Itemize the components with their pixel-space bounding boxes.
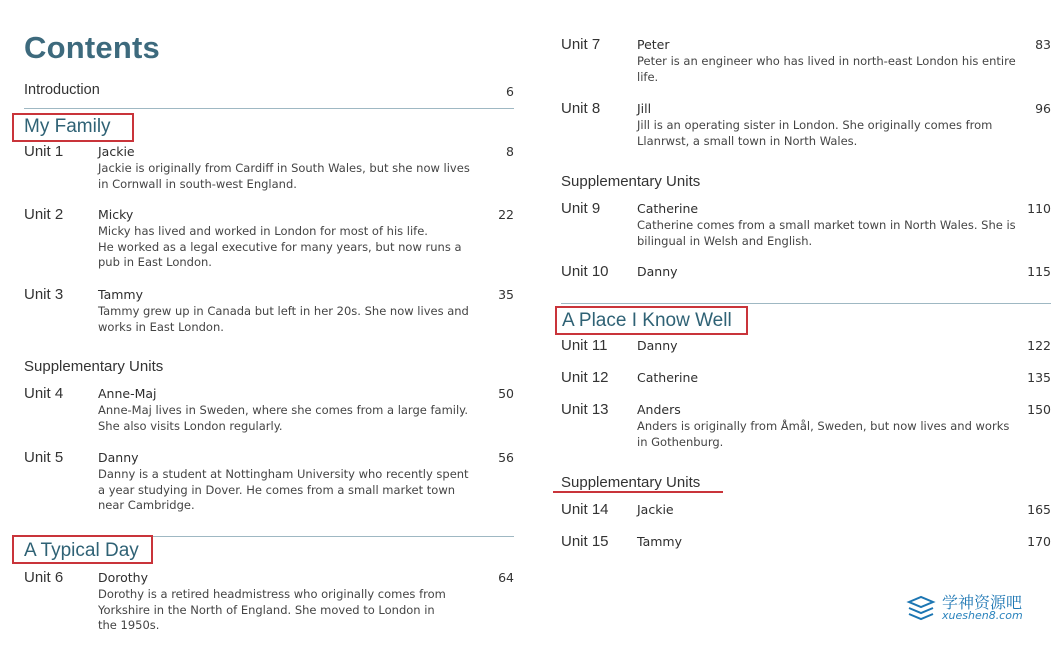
- unit-label: Unit 10: [561, 263, 609, 280]
- unit-page: 56: [498, 450, 514, 465]
- unit-page: 115: [1027, 264, 1051, 279]
- unit-description: Micky has lived and worked in London for most of his life. He worked as a legal executive for many years, but now runs a pub in East London.: [98, 224, 462, 269]
- unit-row: [561, 337, 1051, 357]
- unit-description: Anne-Maj lives in Sweden, where she comes from a large family. She also visits London regularly.: [98, 403, 468, 433]
- unit-page: 170: [1027, 534, 1051, 549]
- unit-row: [561, 369, 1051, 389]
- unit-description: Tammy grew up in Canada but left in her 20s. She now lives and works in East London.: [98, 304, 469, 334]
- section-rule: [561, 303, 1051, 304]
- unit-label: Unit 2: [24, 206, 64, 223]
- unit-name: Dorothy: [98, 570, 149, 585]
- section-rule: [24, 108, 514, 109]
- unit-description: Jackie is originally from Cardiff in South Wales, but she now lives in Cornwall in south-west England.: [98, 161, 470, 191]
- unit-description: Danny is a student at Nottingham University who recently spent a year studying in Dover. He comes from a small market town near Cambridge.: [98, 467, 469, 512]
- unit-row: [561, 263, 1051, 283]
- section-heading-typical-day: A Typical Day: [24, 540, 139, 561]
- introduction-label: Introduction: [24, 82, 100, 98]
- unit-row: [24, 286, 514, 336]
- unit-page: 165: [1027, 502, 1051, 517]
- introduction-row: [24, 82, 514, 102]
- unit-row: [24, 143, 514, 193]
- unit-name: Anne-Maj: [98, 386, 157, 401]
- unit-name: Danny: [98, 450, 139, 465]
- unit-label: Unit 11: [561, 337, 608, 354]
- unit-row: [561, 100, 1051, 150]
- unit-row: [561, 501, 1051, 521]
- watermark-url: xueshen8.com: [942, 609, 1023, 622]
- unit-page: 83: [1035, 37, 1051, 52]
- unit-row: [561, 533, 1051, 553]
- unit-description: Catherine comes from a small market town in North Wales. She is bilingual in Welsh and English.: [637, 218, 1016, 248]
- unit-name: Danny: [637, 264, 678, 279]
- unit-page: 64: [498, 570, 514, 585]
- watermark: [906, 590, 1046, 630]
- unit-label: Unit 1: [24, 143, 64, 160]
- unit-page: 110: [1027, 201, 1051, 216]
- unit-page: 8: [506, 144, 514, 159]
- supplementary-units-heading: Supplementary Units: [561, 173, 701, 190]
- unit-page: 35: [498, 287, 514, 302]
- unit-label: Unit 6: [24, 569, 64, 586]
- unit-row: [561, 36, 1051, 86]
- unit-description: Dorothy is a retired headmistress who originally comes from Yorkshire in the North of England. She moved to London in the 1950s.: [98, 587, 446, 632]
- unit-name: Danny: [637, 338, 678, 353]
- unit-page: 50: [498, 386, 514, 401]
- unit-name: Tammy: [98, 287, 143, 302]
- unit-row: [561, 401, 1051, 451]
- unit-label: Unit 4: [24, 385, 64, 402]
- unit-page: 22: [498, 207, 514, 222]
- unit-label: Unit 8: [561, 100, 601, 117]
- section-heading-my-family: My Family: [24, 116, 111, 137]
- unit-label: Unit 15: [561, 533, 609, 550]
- unit-name: Tammy: [637, 534, 682, 549]
- highlight-underline: [553, 491, 723, 493]
- introduction-page: 6: [506, 84, 514, 99]
- unit-description: Anders is originally from Åmål, Sweden, but now lives and works in Gothenburg.: [637, 419, 1010, 449]
- supplementary-units-heading: Supplementary Units: [561, 474, 701, 491]
- unit-name: Micky: [98, 207, 134, 222]
- unit-row: [24, 206, 514, 272]
- unit-label: Unit 3: [24, 286, 64, 303]
- supplementary-units-heading: Supplementary Units: [24, 358, 164, 375]
- stacked-books-icon: [906, 594, 936, 624]
- unit-label: Unit 12: [561, 369, 609, 386]
- unit-label: Unit 14: [561, 501, 609, 518]
- unit-label: Unit 9: [561, 200, 601, 217]
- unit-row: [24, 385, 514, 435]
- unit-page: 135: [1027, 370, 1051, 385]
- unit-name: Anders: [637, 402, 681, 417]
- unit-row: [24, 569, 514, 635]
- watermark-text: 学神资源吧: [942, 593, 1023, 612]
- unit-page: 122: [1027, 338, 1051, 353]
- section-heading-place: A Place I Know Well: [562, 310, 732, 331]
- unit-label: Unit 5: [24, 449, 64, 466]
- unit-name: Jackie: [637, 502, 674, 517]
- unit-row: [561, 200, 1051, 250]
- unit-name: Catherine: [637, 370, 699, 385]
- unit-description: Peter is an engineer who has lived in north-east London his entire life.: [637, 54, 1016, 84]
- page-title: Contents: [24, 30, 160, 65]
- unit-name: Jackie: [98, 144, 135, 159]
- unit-description: Jill is an operating sister in London. She originally comes from Llanrwst, a small town in North Wales.: [637, 118, 993, 148]
- unit-name: Jill: [637, 101, 652, 116]
- unit-page: 150: [1027, 402, 1051, 417]
- unit-label: Unit 7: [561, 36, 601, 53]
- unit-name: Peter: [637, 37, 670, 52]
- unit-name: Catherine: [637, 201, 699, 216]
- unit-row: [24, 449, 514, 515]
- unit-page: 96: [1035, 101, 1051, 116]
- unit-label: Unit 13: [561, 401, 609, 418]
